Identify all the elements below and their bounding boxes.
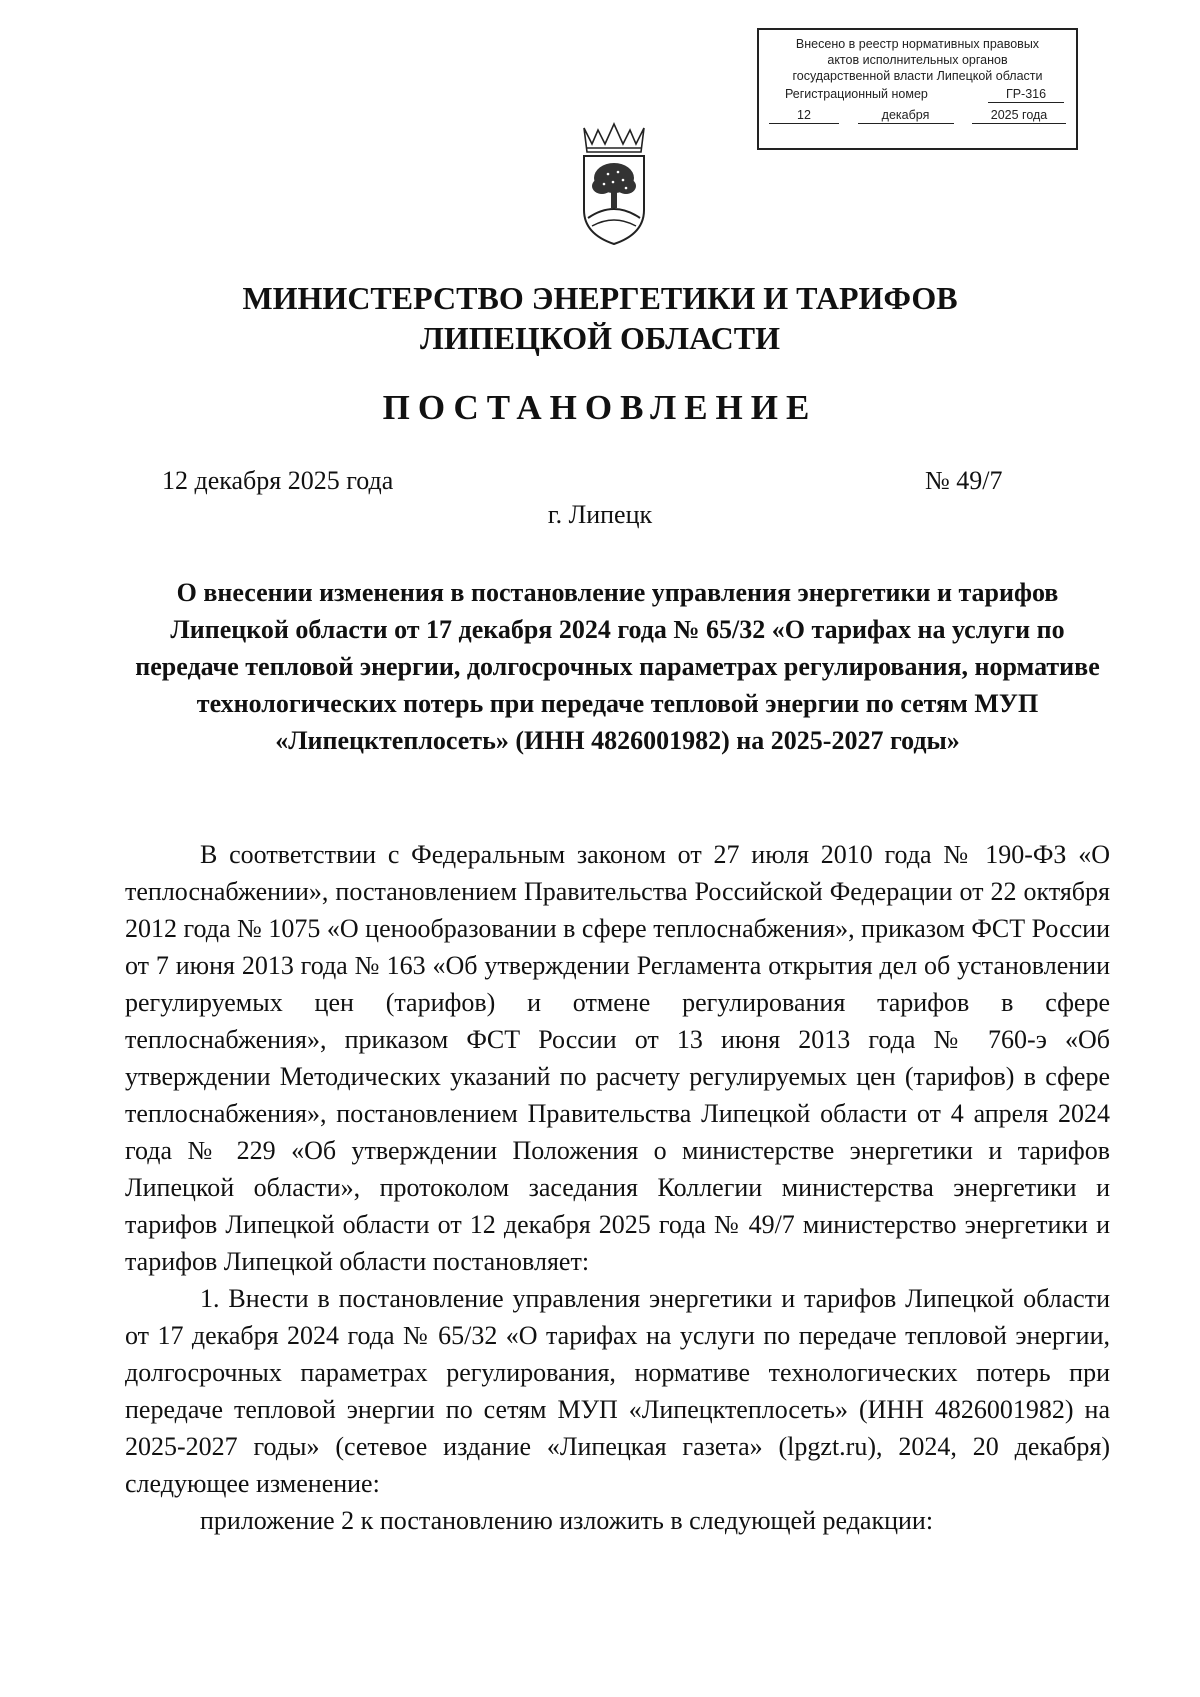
- document-number: № 49/7: [925, 466, 1003, 495]
- stamp-year: 2025 года: [972, 107, 1066, 124]
- document-type: ПОСТАНОВЛЕНИЕ: [382, 388, 818, 427]
- paragraph: В соответствии с Федеральным законом от 27 июля 2010 года № 190-ФЗ «О теплоснабжении», постановлением Правительства Российской Федерации от 22 октября 2012 года № 1075 «О ценообразовании в сфере теплоснабжения», приказом ФСТ России от 7 июня 2013 года № 163 «Об утверждении Регламента открытия дел об установлении регулируемых цен (тарифов) и отмене регулирования тарифов в сфере теплоснабжения», приказом ФСТ России от 13 июня 2013 года № 760-э «Об утверждении Методических указаний по расчету регулируемых цен (тарифов) в сфере теплоснабжения», постановлением Правительства Липецкой области от 4 апреля 2024 года № 229 «Об утверждении Положения о министерстве энергетики и тарифов Липецкой области», протоколом заседания Коллегии министерства энергетики и тарифов Липецкой области от 12 декабря 2025 года № 49/7 министерство энергетики и тарифов Липецкой области постановляет:: [125, 840, 1110, 1276]
- stamp-reg-label: Регистрационный номер: [785, 87, 928, 101]
- stamp-day: 12: [769, 107, 839, 124]
- document-date: 12 декабря 2025 года: [162, 466, 394, 495]
- stamp-registration-row: [765, 86, 1070, 103]
- document-body: [125, 836, 1110, 1539]
- coat-of-arms-icon: [578, 122, 650, 246]
- document-city: г. Липецк: [547, 500, 653, 529]
- paragraph: приложение 2 к постановлению изложить в следующей редакции:: [200, 1506, 934, 1535]
- stamp-line-1: Внесено в реестр нормативных правовых: [795, 37, 1040, 51]
- stamp-month: декабря: [858, 107, 954, 124]
- stamp-line-3: государственной власти Липецкой области: [792, 69, 1043, 83]
- ministry-name: [0, 278, 1200, 358]
- stamp-line-2: актов исполнительных органов: [827, 53, 1008, 67]
- stamp-reg-number: ГР-316: [988, 86, 1064, 103]
- registry-stamp: [757, 28, 1078, 150]
- paragraph: 1. Внести в постановление управления энергетики и тарифов Липецкой области от 17 декабря 2024 года № 65/32 «О тарифах на услуги по передаче тепловой энергии, долгосрочных параметрах регулирования, нормативе технологических потерь при передаче тепловой энергии по сетям МУП «Липецктеплосеть» (ИНН 4826001982) на 2025-2027 годы» (сетевое издание «Липецкая газета» (lpgzt.ru), 2024, 20 декабря) следующее изменение:: [125, 1284, 1110, 1498]
- document-title: О внесении изменения в постановление управления энергетики и тарифов Липецкой области от 17 декабря 2024 года № 65/32 «О тарифах на услуги по передаче тепловой энергии, долгосрочных параметрах регулирования, нормативе технологических потерь при передаче тепловой энергии по сетям МУП «Липецктеплосеть» (ИНН 4826001982) на 2025-2027 годы»: [135, 578, 1100, 755]
- ministry-line-2: ЛИПЕЦКОЙ ОБЛАСТИ: [420, 320, 780, 356]
- ministry-line-1: МИНИСТЕРСТВО ЭНЕРГЕТИКИ И ТАРИФОВ: [242, 280, 958, 316]
- stamp-date-row: [765, 107, 1070, 124]
